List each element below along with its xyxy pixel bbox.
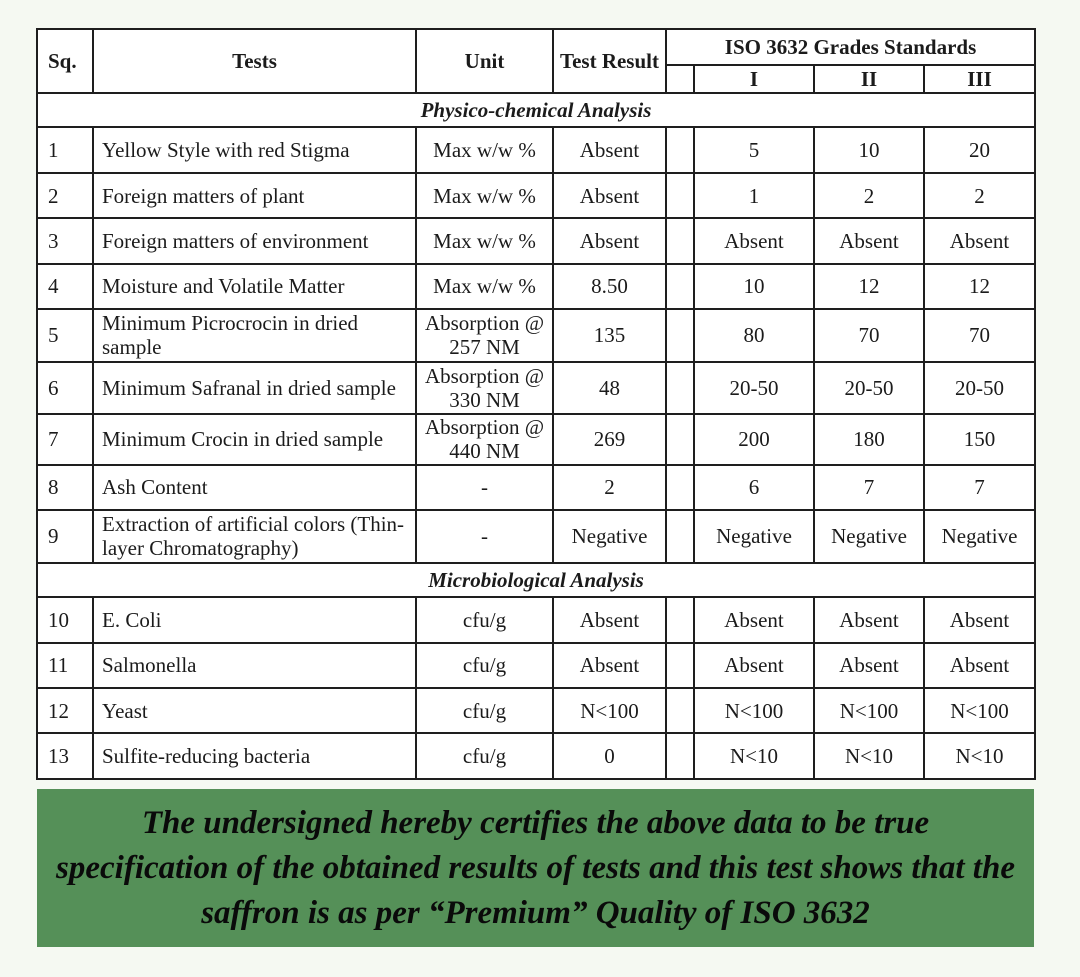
cell-spacer <box>666 597 694 642</box>
cell-grade-ii: N<10 <box>814 733 924 779</box>
cell-sq: 8 <box>37 465 93 510</box>
cell-grade-iii: Absent <box>924 643 1035 688</box>
cell-grade-iii: Negative <box>924 510 1035 563</box>
cell-grade-i: Negative <box>694 510 814 563</box>
header-sq: Sq. <box>37 29 93 93</box>
cell-sq: 2 <box>37 173 93 218</box>
cell-grade-iii: Absent <box>924 597 1035 642</box>
cell-unit: Max w/w % <box>416 264 553 309</box>
cell-grade-iii: 20-50 <box>924 362 1035 415</box>
cell-unit: cfu/g <box>416 597 553 642</box>
cell-grade-iii: N<10 <box>924 733 1035 779</box>
table-row <box>37 733 1035 779</box>
cell-grade-ii: 2 <box>814 173 924 218</box>
cell-test-name: Minimum Safranal in dried sample <box>93 362 416 415</box>
cell-grade-i: 1 <box>694 173 814 218</box>
cell-grade-iii: 12 <box>924 264 1035 309</box>
header-grade-ii: II <box>814 65 924 93</box>
cell-grade-i: Absent <box>694 643 814 688</box>
cell-test-name: Extraction of artificial colors (Thin-layer Chromatography) <box>93 510 416 563</box>
table-body <box>37 93 1035 779</box>
cell-grade-ii: 7 <box>814 465 924 510</box>
cell-grade-iii: 2 <box>924 173 1035 218</box>
cell-test-result: Absent <box>553 597 666 642</box>
cell-unit: cfu/g <box>416 643 553 688</box>
cell-unit: cfu/g <box>416 688 553 733</box>
cell-grade-ii: 70 <box>814 309 924 362</box>
table-row <box>37 362 1035 415</box>
cell-sq: 4 <box>37 264 93 309</box>
table-row <box>37 309 1035 362</box>
cell-spacer <box>666 733 694 779</box>
header-grade-iii: III <box>924 65 1035 93</box>
cell-sq: 12 <box>37 688 93 733</box>
table-row <box>37 218 1035 263</box>
cell-unit: Absorption @ 330 NM <box>416 362 553 415</box>
cell-sq: 5 <box>37 309 93 362</box>
table-row <box>37 264 1035 309</box>
table-row <box>37 465 1035 510</box>
cell-unit: Max w/w % <box>416 127 553 172</box>
cell-test-result: N<100 <box>553 688 666 733</box>
cell-spacer <box>666 643 694 688</box>
cell-test-result: Negative <box>553 510 666 563</box>
cell-grade-iii: 7 <box>924 465 1035 510</box>
table-row <box>37 127 1035 172</box>
cell-test-name: E. Coli <box>93 597 416 642</box>
cell-unit: - <box>416 510 553 563</box>
cell-grade-i: N<10 <box>694 733 814 779</box>
cell-test-result: 8.50 <box>553 264 666 309</box>
cell-grade-ii: 180 <box>814 414 924 465</box>
cell-grade-iii: 70 <box>924 309 1035 362</box>
table-row <box>37 597 1035 642</box>
cell-sq: 7 <box>37 414 93 465</box>
cell-grade-iii: 20 <box>924 127 1035 172</box>
cell-grade-i: Absent <box>694 597 814 642</box>
cell-grade-i: 6 <box>694 465 814 510</box>
cell-test-result: Absent <box>553 643 666 688</box>
cell-spacer <box>666 309 694 362</box>
cell-spacer <box>666 173 694 218</box>
table-row <box>37 510 1035 563</box>
section-row <box>37 563 1035 597</box>
table-row <box>37 688 1035 733</box>
cell-spacer <box>666 688 694 733</box>
cell-spacer <box>666 218 694 263</box>
cell-unit: Absorption @ 257 NM <box>416 309 553 362</box>
cell-spacer <box>666 362 694 415</box>
section-title: Physico-chemical Analysis <box>37 93 1035 127</box>
cell-test-name: Minimum Crocin in dried sample <box>93 414 416 465</box>
cell-unit: - <box>416 465 553 510</box>
cell-test-name: Yellow Style with red Stigma <box>93 127 416 172</box>
cell-test-name: Minimum Picrocrocin in dried sample <box>93 309 416 362</box>
cell-grade-iii: N<100 <box>924 688 1035 733</box>
header-spacer <box>666 65 694 93</box>
cell-unit: Max w/w % <box>416 218 553 263</box>
cell-sq: 1 <box>37 127 93 172</box>
cell-grade-iii: 150 <box>924 414 1035 465</box>
header-tests: Tests <box>93 29 416 93</box>
cell-grade-ii: Absent <box>814 218 924 263</box>
cell-grade-ii: Negative <box>814 510 924 563</box>
cell-spacer <box>666 127 694 172</box>
cell-grade-i: Absent <box>694 218 814 263</box>
cell-sq: 11 <box>37 643 93 688</box>
cell-grade-ii: N<100 <box>814 688 924 733</box>
cell-test-result: Absent <box>553 173 666 218</box>
cell-test-name: Foreign matters of environment <box>93 218 416 263</box>
cell-test-result: Absent <box>553 218 666 263</box>
cell-unit: Absorption @ 440 NM <box>416 414 553 465</box>
cell-test-result: 48 <box>553 362 666 415</box>
section-title: Microbiological Analysis <box>37 563 1035 597</box>
cell-spacer <box>666 264 694 309</box>
cell-unit: Max w/w % <box>416 173 553 218</box>
cell-grade-iii: Absent <box>924 218 1035 263</box>
table-row <box>37 643 1035 688</box>
header-iso-grades-standards: ISO 3632 Grades Standards <box>666 29 1035 65</box>
table-header <box>37 29 1035 93</box>
cell-sq: 9 <box>37 510 93 563</box>
cell-test-result: 135 <box>553 309 666 362</box>
table-row <box>37 414 1035 465</box>
header-test-result: Test Result <box>553 29 666 93</box>
cell-grade-i: 10 <box>694 264 814 309</box>
certification-text: The undersigned hereby certifies the above data to be true specification of the obtained results of tests and this test shows that the saffron is as per “Premium” Quality of ISO 3632 <box>56 804 1015 931</box>
cell-grade-ii: Absent <box>814 643 924 688</box>
cell-grade-i: N<100 <box>694 688 814 733</box>
cell-spacer <box>666 414 694 465</box>
cell-grade-ii: 20-50 <box>814 362 924 415</box>
cell-grade-ii: 12 <box>814 264 924 309</box>
cell-test-result: 2 <box>553 465 666 510</box>
cell-test-result: Absent <box>553 127 666 172</box>
cell-test-name: Sulfite-reducing bacteria <box>93 733 416 779</box>
header-grade-i: I <box>694 65 814 93</box>
iso-3632-results-table <box>36 28 1036 780</box>
cell-test-result: 0 <box>553 733 666 779</box>
cell-sq: 6 <box>37 362 93 415</box>
cell-sq: 13 <box>37 733 93 779</box>
cell-test-name: Yeast <box>93 688 416 733</box>
certification-banner <box>37 789 1034 947</box>
cell-sq: 10 <box>37 597 93 642</box>
cell-grade-i: 20-50 <box>694 362 814 415</box>
cell-grade-ii: Absent <box>814 597 924 642</box>
cell-test-name: Ash Content <box>93 465 416 510</box>
cell-test-name: Foreign matters of plant <box>93 173 416 218</box>
section-row <box>37 93 1035 127</box>
header-unit: Unit <box>416 29 553 93</box>
cell-grade-i: 5 <box>694 127 814 172</box>
cell-grade-ii: 10 <box>814 127 924 172</box>
cell-grade-i: 80 <box>694 309 814 362</box>
cell-spacer <box>666 510 694 563</box>
cell-test-result: 269 <box>553 414 666 465</box>
cell-test-name: Salmonella <box>93 643 416 688</box>
table-row <box>37 173 1035 218</box>
cell-test-name: Moisture and Volatile Matter <box>93 264 416 309</box>
cell-spacer <box>666 465 694 510</box>
cell-unit: cfu/g <box>416 733 553 779</box>
cell-grade-i: 200 <box>694 414 814 465</box>
cell-sq: 3 <box>37 218 93 263</box>
